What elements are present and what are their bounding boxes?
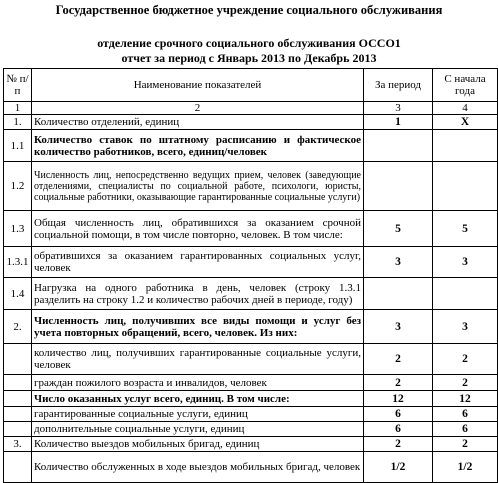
table-row [4, 278, 498, 310]
row-year-value: 6 [433, 407, 498, 422]
row-num [4, 422, 32, 437]
row-name: Число оказанных услуг всего, единиц. В том числе: [32, 391, 364, 407]
col-header-num: № п/п [4, 69, 32, 102]
row-num [4, 407, 32, 422]
row-year-value [433, 130, 498, 162]
row-year-value: 3 [433, 247, 498, 278]
row-name: Численность лиц, получивших все виды помощи и услуг без учета повторных обращений, всего, человек. Из них: [32, 310, 364, 344]
row-period-value: 3 [364, 310, 433, 344]
row-num: 1.3.1 [4, 247, 32, 278]
row-period-value: 3 [364, 247, 433, 278]
column-numbers-row [4, 102, 498, 115]
row-name: Количество ставок по штатному расписанию и фактическое количество работников, всего, единиц/человек [32, 130, 364, 162]
row-period-value: 2 [364, 375, 433, 391]
row-year-value: 5 [433, 211, 498, 247]
table-row [4, 115, 498, 130]
col-number: 2 [32, 102, 364, 115]
row-period-value [364, 278, 433, 310]
row-num [4, 452, 32, 483]
table-row [4, 247, 498, 278]
row-period-value: 1 [364, 115, 433, 130]
table-row [4, 310, 498, 344]
row-name: количество лиц, получивших гарантированные социальные услуги, человек [32, 344, 364, 375]
row-year-value: 12 [433, 391, 498, 407]
row-year-value: 2 [433, 437, 498, 452]
institution-title: Государственное бюджетное учреждение социального обслуживания [55, 3, 443, 17]
row-period-value [364, 162, 433, 211]
row-num [4, 375, 32, 391]
row-year-value [433, 278, 498, 310]
row-year-value: 2 [433, 375, 498, 391]
row-num: 1. [4, 115, 32, 130]
row-year-value: 3 [433, 310, 498, 344]
row-year-value: 6 [433, 422, 498, 437]
row-name: Количество выездов мобильных бригад, единиц [32, 437, 364, 452]
table-row [4, 162, 498, 211]
table-row [4, 375, 498, 391]
col-number: 3 [364, 102, 433, 115]
row-num [4, 391, 32, 407]
row-name: Нагрузка на одного работника в день, человек (строку 1.3.1 разделить на строку 1.2 и количество рабочих дней в периоде, году) [32, 278, 364, 310]
row-period-value: 1/2 [364, 452, 433, 483]
report-period-title: отчет за период с Январь 2013 по Декабрь 2013 [121, 51, 377, 65]
row-name: дополнительные социальные услуги, единиц [32, 422, 364, 437]
report-table [3, 68, 498, 483]
col-header-period: За период [364, 69, 433, 102]
row-name: Количество отделений, единиц [32, 115, 364, 130]
row-name: обратившихся за оказанием гарантированных социальных услуг, человек [32, 247, 364, 278]
row-period-value: 5 [364, 211, 433, 247]
row-period-value: 6 [364, 422, 433, 437]
col-number: 4 [433, 102, 498, 115]
table-row [4, 422, 498, 437]
row-num: 1.3 [4, 211, 32, 247]
row-name: гарантированные социальные услуги, единиц [32, 407, 364, 422]
row-name: Численность лиц, непосредственно ведущих прием, человек (заведующие отделениями, специалисты по социальной работе, психологи, юристы, социальные работники, оказывающие гарантированные социальные услуги) [32, 162, 364, 211]
table-row [4, 391, 498, 407]
row-num: 1.1 [4, 130, 32, 162]
col-number: 1 [4, 102, 32, 115]
table-row [4, 437, 498, 452]
row-num: 2. [4, 310, 32, 344]
row-period-value: 2 [364, 344, 433, 375]
row-period-value [364, 130, 433, 162]
row-num: 1.2 [4, 162, 32, 211]
row-year-value: 1/2 [433, 452, 498, 483]
row-year-value: 2 [433, 344, 498, 375]
row-num: 3. [4, 437, 32, 452]
table-row [4, 452, 498, 483]
row-name: граждан пожилого возраста и инвалидов, человек [32, 375, 364, 391]
row-year-value: X [433, 115, 498, 130]
col-header-name: Наименование показателей [32, 69, 364, 102]
row-num [4, 344, 32, 375]
row-period-value: 6 [364, 407, 433, 422]
row-period-value: 2 [364, 437, 433, 452]
table-header-row [4, 69, 498, 102]
row-year-value [433, 162, 498, 211]
table-row [4, 344, 498, 375]
table-row [4, 211, 498, 247]
row-period-value: 12 [364, 391, 433, 407]
col-header-year: С начала года [433, 69, 498, 102]
row-name: Количество обслуженных в ходе выездов мобильных бригад, человек [32, 452, 364, 483]
table-row [4, 407, 498, 422]
row-num: 1.4 [4, 278, 32, 310]
department-title: отделение срочного социального обслуживания ОССО1 [97, 36, 401, 50]
table-row [4, 130, 498, 162]
row-name: Общая численность лиц, обратившихся за оказанием срочной социальной помощи, в том числе повторно, человек. В том числе: [32, 211, 364, 247]
